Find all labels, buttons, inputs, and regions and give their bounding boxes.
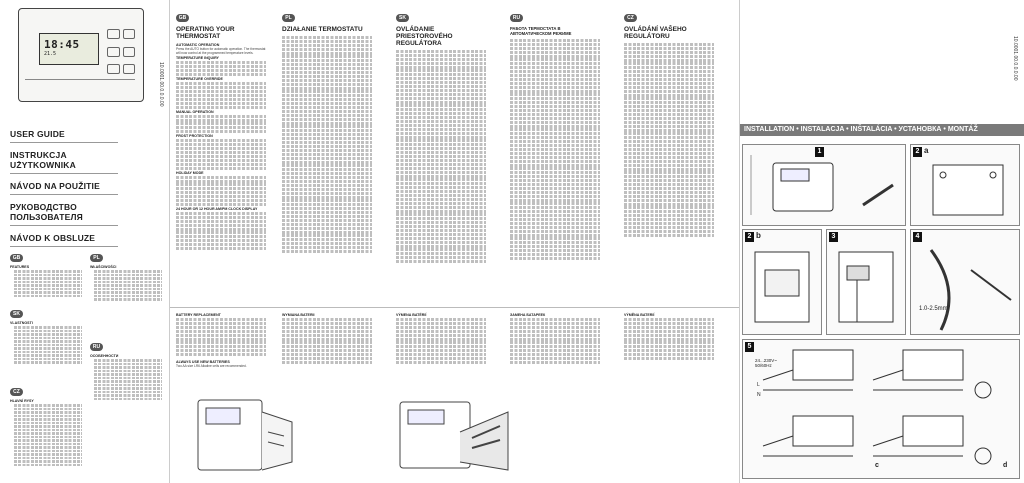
step-5-illustration: 5 24...230V~ 50/60Hz c d L N [742,339,1020,479]
step-3-illustration [826,229,906,335]
installation-title: INSTALLATION • INSTALACJA • INŠTALÁCIA • УСТАНОВКА • MONTÁŽ [740,124,1024,136]
title-sk: NÁVOD NA POUŽITIE [10,174,118,195]
button [123,47,136,57]
battery-ru: ЗАМЕНА БАТАРЕЕК [510,312,600,365]
button [123,64,136,74]
column-pl [282,6,372,254]
wall-mount-drawing [743,145,905,225]
lang-badge-cz: CZ [624,14,637,22]
button [107,29,120,39]
lang-badge-gb: GB [176,14,189,22]
section-divider [170,307,739,308]
thermostat-buttons [107,29,135,79]
step-number: 2 [913,147,922,157]
features-gb: GB FEATURES [10,246,82,298]
battery-sk: VÝMENA BATÉRIÍ [396,312,486,365]
title-pl: INSTRUKCJA UŻYTKOWNIKA [10,143,118,174]
thermostat-hinge [25,79,135,93]
title-cz: NÁVOD K OBSLUZE [10,226,118,247]
lang-badge-sk: SK [396,14,409,22]
battery-gb: BATTERY REPLACEMENT ALWAYS USE NEW BATTERIES Two AA size LR6 Alkaline cells are recommended. [176,312,266,368]
step-number: 3 [829,232,838,242]
lcd-display: 18:45 21.5 [39,33,99,65]
battery-illustration-left [188,392,308,478]
step-1-illustration [742,144,906,226]
step-number: 2 [745,232,754,242]
column-ru [510,6,600,261]
button [107,47,120,57]
gb-auto-text: Press the AUTO button for automatic operation. The thermostat will now control at the programmed temperature levels. [176,47,266,56]
heading-cz: OVLÁDÁNÍ VAŠEHO REGULÁTORU [624,26,687,40]
heading-ru: РАБОТА ТЕРМОСТАТА В АВТОМАТИЧЕСКОМ РЕЖИМЕ [510,26,572,36]
step-number: 4 [913,232,922,242]
heading-gb: OPERATING YOUR THERMOSTAT [176,26,235,40]
heading-sk: OVLÁDANIE PRIESTOROVÉHO REGULÁTORA [396,26,453,47]
lang-badge-ru: RU [510,14,523,22]
doc-code-right: 10.0001.00.0.0.0.00 [1012,36,1018,81]
heading-pl: DZIAŁANIE TERMOSTATU [282,26,363,33]
wiring-diagrams [743,340,1019,478]
features-sk: SK VLASTNOSTI [10,302,82,365]
cover-panel [0,0,170,483]
lang-badge-pl: PL [282,14,295,22]
battery-pl: WYMIANA BATERII [282,312,372,365]
doc-code: 10.0001.00.0.0.0.00 [158,62,164,107]
wire-strip-drawing [911,230,1019,334]
lang-badge-gb: GB [10,254,23,262]
backplate-drawing [911,145,1019,225]
wire-gauge-label: 1.0-2.5mm² [919,306,950,312]
cover-titles [10,122,118,247]
step-number: 5 [745,342,754,352]
title-ru: РУКОВОДСТВО ПОЛЬЗОВАТЕЛЯ [10,195,118,226]
features-cz: CZ HLAVNÍ RYSY [10,380,82,467]
button [123,29,136,39]
step-2a-illustration: 2 a [910,144,1020,226]
thermostat-illustration [18,8,144,102]
step-4-illustration [910,229,1020,335]
button [107,64,120,74]
backplate-b-drawing [743,230,821,334]
battery-cz: VÝMĚNA BATERIÍ [624,312,714,361]
column-cz [624,6,714,238]
lang-badge-ru: RU [90,343,103,351]
features-ru: RU ОСОБЕННОСТИ [90,335,162,401]
features-pl: PL WŁAŚCIWOŚCI [90,246,162,302]
column-sk [396,6,486,264]
text-panels [170,0,740,483]
lang-badge-pl: PL [90,254,103,262]
battery-illustration-right [390,392,520,478]
step-number: 1 [815,147,824,157]
step-2b-illustration: 2 b [742,229,822,335]
terminal-drawing [827,230,905,334]
lang-badge-sk: SK [10,310,23,318]
title-en: USER GUIDE [10,122,118,143]
lang-badge-cz: CZ [10,388,23,396]
column-gb: GB OPERATING YOUR THERMOSTAT AUTOMATIC OPERATION Press the AUTO button for automatic operation. The thermostat will now control at the programmed temperature levels. TEMPERATURE INQUIRY TEMPERATURE OVERRIDE MANUAL OPERATION FROST PROTECTION HOLIDAY MODE 24 HOUR OR 12 HOUR AM/PM CLOCK DISPLAY [176,6,266,251]
